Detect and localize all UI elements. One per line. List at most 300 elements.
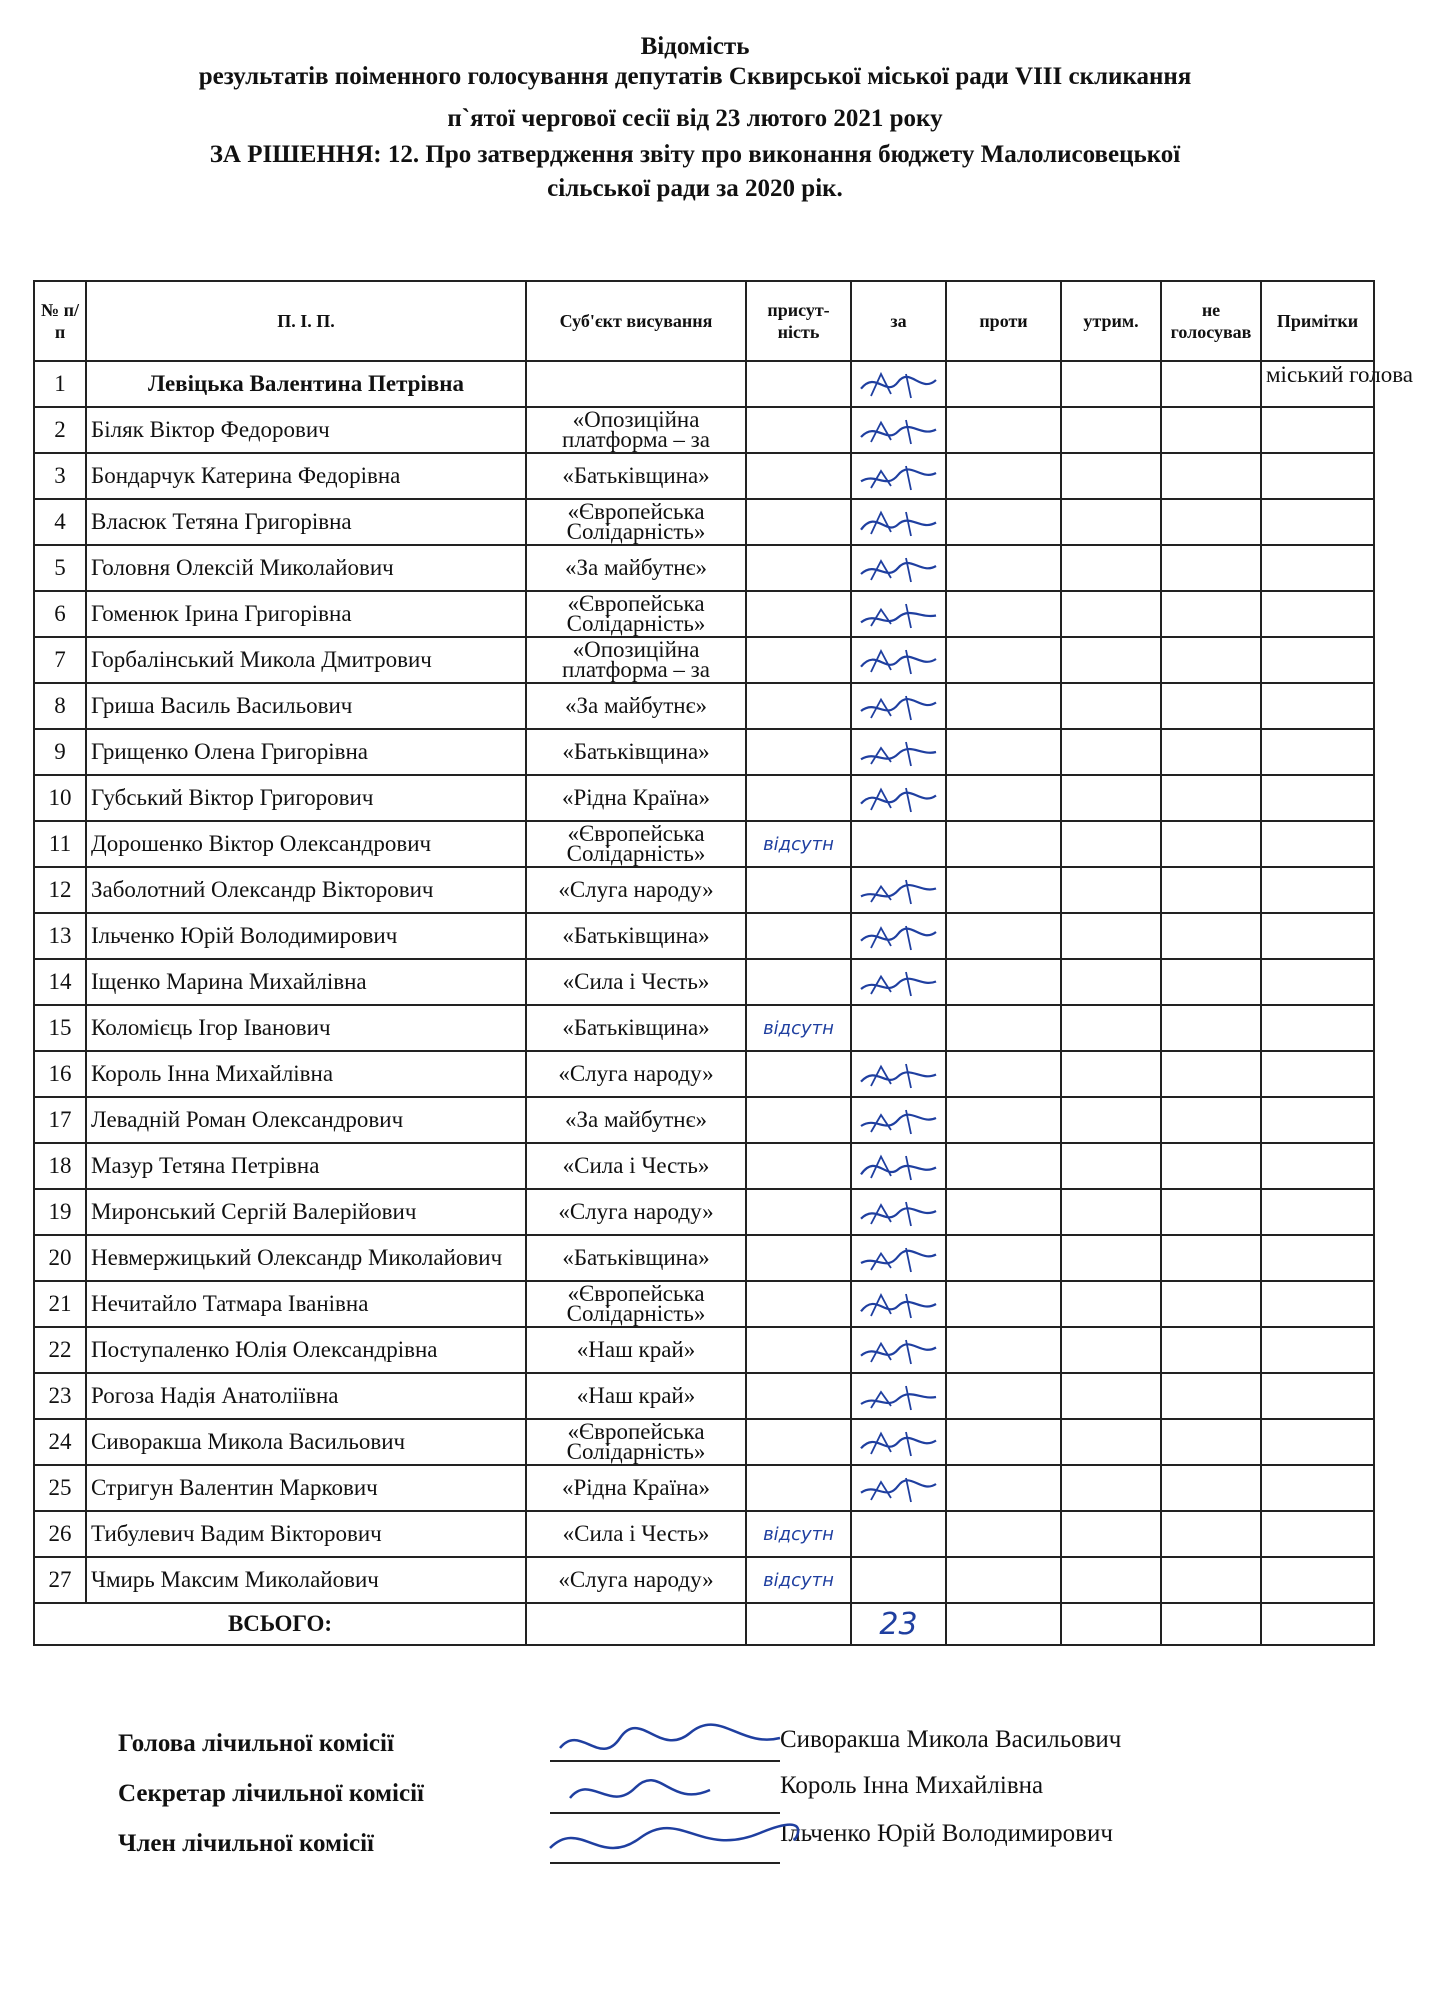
vote-against-cell	[946, 1005, 1061, 1051]
signature-mark	[856, 412, 941, 448]
row-number: 24	[34, 1419, 86, 1465]
present-cell: відсутн	[746, 821, 851, 867]
not-voted-cell	[1161, 1281, 1261, 1327]
decision-line-2: сільської ради за 2020 рік.	[547, 175, 843, 202]
deputy-name: Сиворакша Микола Васильович	[86, 1419, 526, 1465]
vote-against-cell	[946, 913, 1061, 959]
deputy-name: Головня Олексій Миколайович	[86, 545, 526, 591]
row-number: 17	[34, 1097, 86, 1143]
deputy-name: Чмирь Максим Миколайович	[86, 1557, 526, 1603]
note-cell	[1261, 1281, 1374, 1327]
vote-for-cell	[851, 407, 946, 453]
present-cell: відсутн	[746, 1511, 851, 1557]
vote-for-cell	[851, 913, 946, 959]
deputy-name: Власюк Тетяна Григорівна	[86, 499, 526, 545]
row-number: 3	[34, 453, 86, 499]
vote-against-cell	[946, 453, 1061, 499]
present-cell	[746, 959, 851, 1005]
not-voted-cell	[1161, 1051, 1261, 1097]
vote-against-cell	[946, 1281, 1061, 1327]
present-cell	[746, 637, 851, 683]
vote-abstain-cell	[1061, 1005, 1161, 1051]
deputy-name: Тибулевич Вадим Вікторович	[86, 1511, 526, 1557]
party: «Слуга народу»	[526, 1557, 746, 1603]
present-cell	[746, 1189, 851, 1235]
party: «Батьківщина»	[526, 913, 746, 959]
not-voted-cell	[1161, 407, 1261, 453]
party: «Європейська Солідарність»	[526, 591, 746, 637]
row-number: 12	[34, 867, 86, 913]
row-number: 9	[34, 729, 86, 775]
member-name: Ільченко Юрій Володимирович	[780, 1820, 1113, 1847]
decision-line-1: ЗА РІШЕННЯ: 12. Про затвердження звіту про виконання бюджету Малолисовецької	[209, 141, 1181, 168]
row-number: 27	[34, 1557, 86, 1603]
party: «Сила і Честь»	[526, 959, 746, 1005]
present-cell	[746, 867, 851, 913]
note-cell	[1261, 407, 1374, 453]
document-subtitle: результатів поіменного голосування депутатів Сквирської міської ради VIII скликання	[198, 63, 1192, 90]
signature-mark	[856, 872, 941, 908]
vote-against-cell	[946, 1235, 1061, 1281]
present-cell	[746, 1327, 851, 1373]
signature-mark	[856, 918, 941, 954]
vote-abstain-cell	[1061, 959, 1161, 1005]
not-voted-cell	[1161, 1419, 1261, 1465]
present-cell	[746, 591, 851, 637]
row-number: 21	[34, 1281, 86, 1327]
vote-abstain-cell	[1061, 361, 1161, 407]
table-row	[34, 1235, 1374, 1281]
signature-mark	[856, 642, 941, 678]
note-cell	[1261, 1373, 1374, 1419]
vote-abstain-cell	[1061, 637, 1161, 683]
vote-for-cell	[851, 591, 946, 637]
deputy-name: Грищенко Олена Григорівна	[86, 729, 526, 775]
vote-for-cell	[851, 775, 946, 821]
table-row	[34, 729, 1374, 775]
deputy-name: Коломієць Ігор Іванович	[86, 1005, 526, 1051]
not-voted-cell	[1161, 1465, 1261, 1511]
vote-against-cell	[946, 1327, 1061, 1373]
signature-mark	[856, 1056, 941, 1092]
vote-for-cell	[851, 453, 946, 499]
vote-for-cell	[851, 1235, 946, 1281]
vote-against-cell	[946, 545, 1061, 591]
total-label: ВСЬОГО:	[34, 1603, 526, 1645]
vote-abstain-cell	[1061, 1143, 1161, 1189]
deputy-name: Ільченко Юрій Володимирович	[86, 913, 526, 959]
deputy-name: Дорошенко Віктор Олександрович	[86, 821, 526, 867]
table-row	[34, 1373, 1374, 1419]
table-row	[34, 1419, 1374, 1465]
row-number: 2	[34, 407, 86, 453]
party: «Рідна Країна»	[526, 1465, 746, 1511]
table-row	[34, 637, 1374, 683]
col-party: Суб'єкт висування	[526, 281, 746, 361]
present-cell	[746, 361, 851, 407]
vote-abstain-cell	[1061, 1419, 1161, 1465]
not-voted-cell	[1161, 637, 1261, 683]
deputy-name: Левіцька Валентина Петрівна	[86, 361, 526, 407]
not-voted-cell	[1161, 453, 1261, 499]
row-number: 13	[34, 913, 86, 959]
present-cell	[746, 1465, 851, 1511]
party: «Батьківщина»	[526, 1235, 746, 1281]
deputy-name: Заболотний Олександр Вікторович	[86, 867, 526, 913]
party: «Батьківщина»	[526, 729, 746, 775]
party: «Опозиційна платформа – за	[526, 637, 746, 683]
head-label: Голова лічильної комісії	[118, 1730, 394, 1757]
row-number: 25	[34, 1465, 86, 1511]
signature-mark	[856, 1424, 941, 1460]
table-row	[34, 453, 1374, 499]
note-cell	[1261, 1189, 1374, 1235]
table-row	[34, 361, 1374, 407]
not-voted-cell	[1161, 775, 1261, 821]
vote-against-cell	[946, 729, 1061, 775]
table-row	[34, 1005, 1374, 1051]
present-cell	[746, 407, 851, 453]
signature-mark	[856, 596, 941, 632]
note-cell	[1261, 1097, 1374, 1143]
vote-against-cell	[946, 1051, 1061, 1097]
signature-mark	[856, 734, 941, 770]
not-voted-cell	[1161, 545, 1261, 591]
note-cell	[1261, 1465, 1374, 1511]
deputy-name: Поступаленко Юлія Олександрівна	[86, 1327, 526, 1373]
row-number: 11	[34, 821, 86, 867]
signature-mark	[856, 964, 941, 1000]
note-cell	[1261, 1327, 1374, 1373]
table-row	[34, 821, 1374, 867]
voting-table	[33, 280, 1413, 1646]
vote-against-cell	[946, 683, 1061, 729]
vote-abstain-cell	[1061, 1281, 1161, 1327]
deputy-name: Мазур Тетяна Петрівна	[86, 1143, 526, 1189]
signature-mark	[856, 1378, 941, 1414]
deputy-name: Горбалінський Микола Дмитрович	[86, 637, 526, 683]
party: «Наш край»	[526, 1373, 746, 1419]
signature-mark	[856, 1240, 941, 1276]
table-row	[34, 1327, 1374, 1373]
vote-for-cell	[851, 1189, 946, 1235]
present-cell	[746, 683, 851, 729]
vote-against-cell	[946, 1419, 1061, 1465]
vote-for-cell	[851, 729, 946, 775]
table-row	[34, 913, 1374, 959]
not-voted-cell	[1161, 591, 1261, 637]
party: «Європейська Солідарність»	[526, 499, 746, 545]
row-number: 10	[34, 775, 86, 821]
commission-signatures	[540, 1718, 800, 1878]
signature-mark	[856, 688, 941, 724]
vote-against-cell	[946, 1557, 1061, 1603]
table-row	[34, 683, 1374, 729]
vote-abstain-cell	[1061, 775, 1161, 821]
row-number: 18	[34, 1143, 86, 1189]
vote-against-cell	[946, 591, 1061, 637]
not-voted-cell	[1161, 1373, 1261, 1419]
note-cell	[1261, 1005, 1374, 1051]
table-row	[34, 1465, 1374, 1511]
col-against: проти	[946, 281, 1061, 361]
not-voted-cell	[1161, 1097, 1261, 1143]
table-row	[34, 1189, 1374, 1235]
document-title: Відомість	[640, 33, 750, 60]
vote-against-cell	[946, 1189, 1061, 1235]
vote-for-cell	[851, 1005, 946, 1051]
present-cell	[746, 1143, 851, 1189]
note-cell	[1261, 1511, 1374, 1557]
party: «Слуга народу»	[526, 1051, 746, 1097]
row-number: 8	[34, 683, 86, 729]
note-cell	[1261, 913, 1374, 959]
row-number: 1	[34, 361, 86, 407]
not-voted-cell	[1161, 1189, 1261, 1235]
present-cell	[746, 1235, 851, 1281]
vote-for-cell	[851, 1051, 946, 1097]
vote-abstain-cell	[1061, 545, 1161, 591]
present-cell	[746, 1419, 851, 1465]
row-number: 5	[34, 545, 86, 591]
vote-for-cell	[851, 637, 946, 683]
vote-abstain-cell	[1061, 499, 1161, 545]
vote-against-cell	[946, 361, 1061, 407]
note-cell	[1261, 729, 1374, 775]
member-label: Член лічильної комісії	[118, 1830, 375, 1857]
col-present: присут-ність	[746, 281, 851, 361]
table-row	[34, 775, 1374, 821]
note-cell	[1261, 867, 1374, 913]
deputy-name: Левадній Роман Олександрович	[86, 1097, 526, 1143]
vote-against-cell	[946, 821, 1061, 867]
table-row	[34, 591, 1374, 637]
vote-against-cell	[946, 637, 1061, 683]
signature-mark	[856, 366, 941, 402]
note-cell	[1261, 637, 1374, 683]
deputy-name: Нечитайло Татмара Іванівна	[86, 1281, 526, 1327]
deputy-name: Миронський Сергій Валерійович	[86, 1189, 526, 1235]
session-line: п`ятої чергової сесії від 23 лютого 2021 року	[447, 105, 943, 132]
deputy-name: Стригун Валентин Маркович	[86, 1465, 526, 1511]
vote-for-cell	[851, 1419, 946, 1465]
present-cell: відсутн	[746, 1557, 851, 1603]
signature-mark	[856, 504, 941, 540]
note-cell	[1261, 499, 1374, 545]
note-cell: міський голова	[1261, 361, 1374, 407]
vote-for-cell	[851, 545, 946, 591]
vote-abstain-cell	[1061, 683, 1161, 729]
head-name: Сиворакша Микола Васильович	[780, 1726, 1122, 1753]
total-for: 23	[851, 1603, 946, 1645]
row-number: 20	[34, 1235, 86, 1281]
vote-for-cell	[851, 1143, 946, 1189]
vote-abstain-cell	[1061, 1511, 1161, 1557]
vote-abstain-cell	[1061, 1465, 1161, 1511]
not-voted-cell	[1161, 1005, 1261, 1051]
col-notes: Примітки	[1261, 281, 1374, 361]
present-cell	[746, 775, 851, 821]
vote-abstain-cell	[1061, 729, 1161, 775]
present-cell	[746, 1051, 851, 1097]
note-cell	[1261, 1419, 1374, 1465]
note-cell	[1261, 1143, 1374, 1189]
note-cell	[1261, 1235, 1374, 1281]
note-cell	[1261, 821, 1374, 867]
deputy-name: Король Інна Михайлівна	[86, 1051, 526, 1097]
party	[526, 361, 746, 407]
row-number: 6	[34, 591, 86, 637]
present-cell	[746, 913, 851, 959]
note-cell	[1261, 453, 1374, 499]
deputy-name: Гриша Василь Васильович	[86, 683, 526, 729]
vote-for-cell	[851, 821, 946, 867]
signature-mark	[856, 1102, 941, 1138]
vote-abstain-cell	[1061, 1327, 1161, 1373]
signature-mark	[856, 1194, 941, 1230]
party: «За майбутнє»	[526, 1097, 746, 1143]
vote-against-cell	[946, 407, 1061, 453]
signature-mark	[856, 458, 941, 494]
note-cell	[1261, 545, 1374, 591]
vote-abstain-cell	[1061, 1051, 1161, 1097]
vote-for-cell	[851, 1465, 946, 1511]
signature-mark	[856, 1286, 941, 1322]
signature-mark	[856, 550, 941, 586]
party: «Сила і Честь»	[526, 1511, 746, 1557]
table-row	[34, 1511, 1374, 1557]
vote-against-cell	[946, 499, 1061, 545]
present-cell	[746, 453, 851, 499]
present-cell: відсутн	[746, 1005, 851, 1051]
secretary-label: Секретар лічильної комісії	[118, 1780, 424, 1807]
vote-for-cell	[851, 1511, 946, 1557]
vote-abstain-cell	[1061, 1097, 1161, 1143]
table-row	[34, 1557, 1374, 1603]
row-number: 4	[34, 499, 86, 545]
vote-against-cell	[946, 1097, 1061, 1143]
party: «Батьківщина»	[526, 453, 746, 499]
row-number: 23	[34, 1373, 86, 1419]
total-row	[34, 1603, 1374, 1645]
note-cell	[1261, 959, 1374, 1005]
vote-abstain-cell	[1061, 913, 1161, 959]
vote-for-cell	[851, 683, 946, 729]
present-cell	[746, 499, 851, 545]
deputy-name: Біляк Віктор Федорович	[86, 407, 526, 453]
row-number: 19	[34, 1189, 86, 1235]
row-number: 16	[34, 1051, 86, 1097]
table-row	[34, 499, 1374, 545]
party: «Сила і Честь»	[526, 1143, 746, 1189]
table-row	[34, 1281, 1374, 1327]
col-abstain: утрим.	[1061, 281, 1161, 361]
vote-for-cell	[851, 361, 946, 407]
vote-against-cell	[946, 775, 1061, 821]
signature-mark	[856, 1148, 941, 1184]
note-cell	[1261, 1051, 1374, 1097]
vote-abstain-cell	[1061, 591, 1161, 637]
vote-abstain-cell	[1061, 1557, 1161, 1603]
vote-against-cell	[946, 867, 1061, 913]
party: «Слуга народу»	[526, 1189, 746, 1235]
vote-for-cell	[851, 1281, 946, 1327]
not-voted-cell	[1161, 499, 1261, 545]
note-cell	[1261, 591, 1374, 637]
deputy-name: Іщенко Марина Михайлівна	[86, 959, 526, 1005]
signature-mark	[856, 1470, 941, 1506]
table-header	[34, 281, 1374, 361]
deputy-name: Бондарчук Катерина Федорівна	[86, 453, 526, 499]
party: «Опозиційна платформа – за	[526, 407, 746, 453]
row-number: 14	[34, 959, 86, 1005]
vote-against-cell	[946, 1143, 1061, 1189]
deputy-name: Губський Віктор Григорович	[86, 775, 526, 821]
row-number: 22	[34, 1327, 86, 1373]
present-cell	[746, 1097, 851, 1143]
note-cell	[1261, 1557, 1374, 1603]
vote-abstain-cell	[1061, 1189, 1161, 1235]
vote-for-cell	[851, 959, 946, 1005]
party: «Європейська Солідарність»	[526, 1281, 746, 1327]
party: «Слуга народу»	[526, 867, 746, 913]
vote-abstain-cell	[1061, 821, 1161, 867]
vote-for-cell	[851, 1557, 946, 1603]
vote-for-cell	[851, 499, 946, 545]
note-cell	[1261, 775, 1374, 821]
deputy-name: Гоменюк Ірина Григорівна	[86, 591, 526, 637]
present-cell	[746, 729, 851, 775]
note-cell	[1261, 683, 1374, 729]
not-voted-cell	[1161, 959, 1261, 1005]
party: «Європейська Солідарність»	[526, 1419, 746, 1465]
table-row	[34, 1097, 1374, 1143]
party: «Рідна Країна»	[526, 775, 746, 821]
vote-for-cell	[851, 1097, 946, 1143]
party: «За майбутнє»	[526, 545, 746, 591]
not-voted-cell	[1161, 1143, 1261, 1189]
not-voted-cell	[1161, 1235, 1261, 1281]
table-row	[34, 867, 1374, 913]
party: «За майбутнє»	[526, 683, 746, 729]
vote-abstain-cell	[1061, 867, 1161, 913]
col-for: за	[851, 281, 946, 361]
present-cell	[746, 1373, 851, 1419]
party: «Європейська Солідарність»	[526, 821, 746, 867]
not-voted-cell	[1161, 867, 1261, 913]
deputy-name: Невмержицький Олександр Миколайович	[86, 1235, 526, 1281]
col-not-voted: не голосував	[1161, 281, 1261, 361]
not-voted-cell	[1161, 1557, 1261, 1603]
party: «Наш край»	[526, 1327, 746, 1373]
present-cell	[746, 1281, 851, 1327]
vote-against-cell	[946, 959, 1061, 1005]
not-voted-cell	[1161, 1511, 1261, 1557]
not-voted-cell	[1161, 683, 1261, 729]
row-number: 15	[34, 1005, 86, 1051]
table-row	[34, 545, 1374, 591]
table-row	[34, 1143, 1374, 1189]
vote-for-cell	[851, 1327, 946, 1373]
vote-against-cell	[946, 1465, 1061, 1511]
not-voted-cell	[1161, 1327, 1261, 1373]
vote-abstain-cell	[1061, 1373, 1161, 1419]
not-voted-cell	[1161, 913, 1261, 959]
not-voted-cell	[1161, 729, 1261, 775]
vote-for-cell	[851, 867, 946, 913]
vote-for-cell	[851, 1373, 946, 1419]
deputy-name: Рогоза Надія Анатоліївна	[86, 1373, 526, 1419]
